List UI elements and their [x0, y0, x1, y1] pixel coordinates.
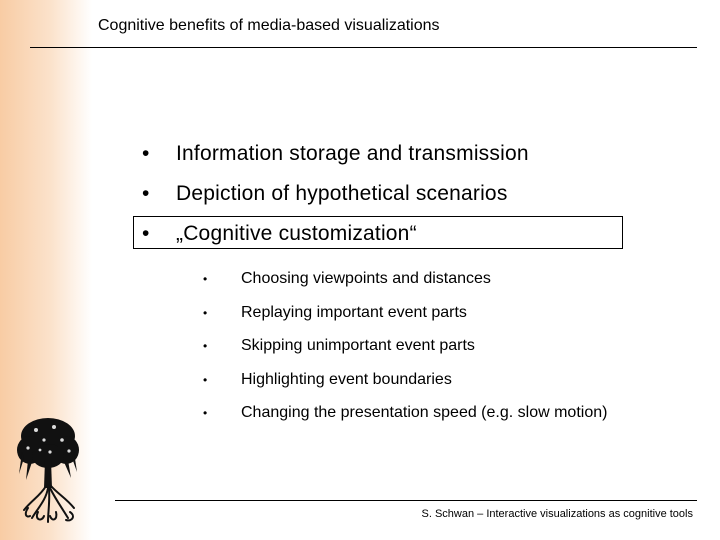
bullet-text: „Cognitive customization“	[176, 222, 417, 245]
tree-icon	[14, 416, 82, 524]
bullet-marker: •	[142, 142, 150, 165]
sub-bullet-marker: •	[203, 339, 208, 353]
bullet-marker: •	[142, 222, 150, 245]
sub-bullet-text: Skipping unimportant event parts	[241, 337, 475, 354]
sub-bullet-marker: •	[203, 272, 208, 286]
bullet-text: Depiction of hypothetical scenarios	[176, 182, 508, 205]
highlight-box	[133, 216, 623, 249]
bullet-text: Information storage and transmission	[176, 142, 529, 165]
sub-bullet-text: Replaying important event parts	[241, 304, 467, 321]
footer-credit: S. Schwan – Interactive visualizations as cognitive tools	[421, 508, 693, 520]
bullet-marker: •	[142, 182, 150, 205]
slide-title: Cognitive benefits of media-based visualizations	[98, 17, 440, 34]
sub-bullet-text: Changing the presentation speed (e.g. slow motion)	[241, 404, 608, 421]
sub-bullet-marker: •	[203, 406, 208, 420]
title-divider	[30, 47, 697, 48]
sub-bullet-text: Choosing viewpoints and distances	[241, 270, 491, 287]
footer-divider	[115, 500, 697, 501]
sub-bullet-marker: •	[203, 373, 208, 387]
sub-bullet-text: Highlighting event boundaries	[241, 371, 452, 388]
sub-bullet-marker: •	[203, 306, 208, 320]
